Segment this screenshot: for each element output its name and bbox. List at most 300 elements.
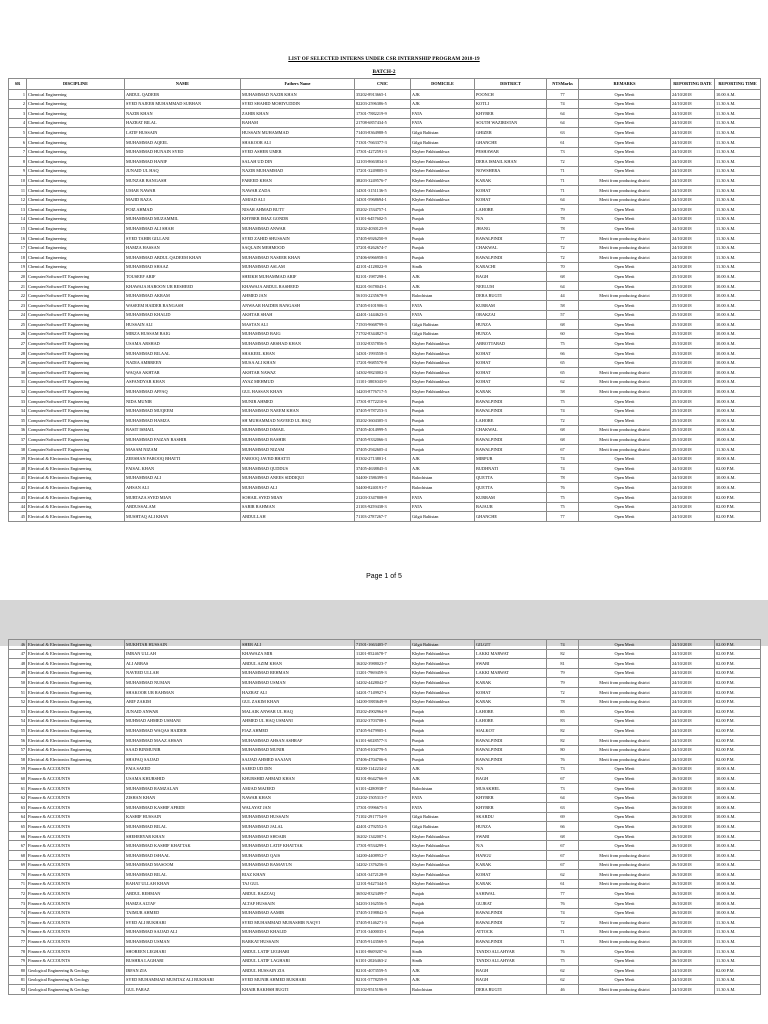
table-cell: 10.00 A.M. bbox=[715, 851, 761, 861]
table-row bbox=[9, 406, 761, 416]
table-cell: 75 bbox=[547, 502, 579, 512]
table-cell: 21708-6857434-5 bbox=[355, 118, 411, 128]
table-cell: 81302-2713801-1 bbox=[355, 454, 411, 464]
table-cell: 10.00 A.M. bbox=[715, 764, 761, 774]
table-cell: N/A bbox=[475, 214, 547, 224]
table-cell: HANGU bbox=[475, 851, 547, 861]
table-cell: 77 bbox=[547, 512, 579, 522]
table-cell: ALI ABBAS bbox=[125, 659, 241, 669]
table-cell: MUHAMMAD MAAZ AHSAN bbox=[125, 735, 241, 745]
table-cell: Balochistan bbox=[411, 473, 475, 483]
table-cell: MALAIK ANWAR UL HAQ bbox=[241, 707, 355, 717]
table-cell: 34 bbox=[9, 406, 27, 416]
table-cell: MUHAMMAD RAMZALAN bbox=[125, 783, 241, 793]
table-cell: 11.30 A.M. bbox=[715, 166, 761, 176]
table-cell: 21203-3347808-9 bbox=[355, 492, 411, 502]
table-cell: Khyber Pakhtunkhwa bbox=[411, 368, 475, 378]
table-cell: Computer/Software/IT Engineering bbox=[27, 301, 125, 311]
table-row bbox=[9, 435, 761, 445]
table-cell: Punjab bbox=[411, 214, 475, 224]
table-cell: MUHAMMAD HUSSAIN bbox=[241, 812, 355, 822]
table-cell: Open Merit bbox=[579, 793, 671, 803]
table-cell: NAVEED ULLAH bbox=[125, 668, 241, 678]
table-cell: 82101-5778259-9 bbox=[355, 975, 411, 985]
table-row bbox=[9, 735, 761, 745]
table-cell: Open Merit bbox=[579, 841, 671, 851]
table-cell: 83 bbox=[547, 716, 579, 726]
table-cell: Punjab bbox=[411, 745, 475, 755]
table-cell: 12103-8663834-3 bbox=[355, 157, 411, 167]
table-cell: MUHAMMAD BAIG bbox=[241, 329, 355, 339]
table-cell: 78 bbox=[547, 214, 579, 224]
table-cell: 24/10/2018 bbox=[671, 157, 715, 167]
table-cell: HAZRAT ALI bbox=[241, 687, 355, 697]
table-cell: 28 bbox=[9, 349, 27, 359]
table-cell: Khyber Pakhtunkhwa bbox=[411, 339, 475, 349]
table-cell: Khyber Pakhtunkhwa bbox=[411, 377, 475, 387]
table-row bbox=[9, 329, 761, 339]
table-cell: Merit from producing district bbox=[579, 185, 671, 195]
table-cell: 42401-2792552-5 bbox=[355, 822, 411, 832]
table-row bbox=[9, 483, 761, 493]
table-cell: 64 bbox=[547, 118, 579, 128]
table-cell: WALAYAT JAN bbox=[241, 803, 355, 813]
table-row bbox=[9, 397, 761, 407]
table-cell: 10.00 A.M. bbox=[715, 329, 761, 339]
table-cell: 37405-3198842-5 bbox=[355, 908, 411, 918]
table-cell: Chemical Engineering bbox=[27, 109, 125, 119]
table-cell: Gilgit Baltistan bbox=[411, 329, 475, 339]
table-cell: 82201-5678043-1 bbox=[355, 281, 411, 291]
table-cell: 10.00 A.M. bbox=[715, 339, 761, 349]
table-cell: 74 bbox=[547, 640, 579, 650]
table-cell: NISAR AHMAD BUTT bbox=[241, 205, 355, 215]
table-row bbox=[9, 841, 761, 851]
table-cell: 72 bbox=[547, 918, 579, 928]
table-cell: 11.30 A.M. bbox=[715, 128, 761, 138]
table-cell: 63 bbox=[547, 803, 579, 813]
table-cell: BAHAM bbox=[241, 118, 355, 128]
table-cell: SAHIWAL bbox=[475, 889, 547, 899]
table-row bbox=[9, 368, 761, 378]
table-row bbox=[9, 899, 761, 909]
table-cell: 12 bbox=[9, 195, 27, 205]
table-cell: Finance & ACCOUNTS bbox=[27, 803, 125, 813]
table-cell: 11.30 A.M. bbox=[715, 137, 761, 147]
table-cell: AMJAD ALI bbox=[241, 195, 355, 205]
table-cell: FAROOQ JAVED BHATTI bbox=[241, 454, 355, 464]
table-cell: 67 bbox=[547, 860, 579, 870]
column-header: REMARKS bbox=[579, 79, 671, 90]
table-cell: MUHAMMAD ABDUL QADEEM KHAN bbox=[125, 253, 241, 263]
table-cell: AJK bbox=[411, 966, 475, 976]
table-cell: MUHAMMAD REHMAN bbox=[241, 668, 355, 678]
table-cell: 02.00 P.M. bbox=[715, 716, 761, 726]
table-cell: 02.00 P.M. bbox=[715, 687, 761, 697]
table-cell: Open Merit bbox=[579, 90, 671, 100]
table-cell: MUHAMMAD BILAL bbox=[125, 822, 241, 832]
table-cell: 75 bbox=[547, 956, 579, 966]
table-cell: 65 bbox=[547, 358, 579, 368]
table-cell: 66 bbox=[547, 822, 579, 832]
table-cell: Finance & ACCOUNTS bbox=[27, 841, 125, 851]
table-cell: MUSAKHEL bbox=[475, 783, 547, 793]
table-cell: ABDUL QADEER bbox=[125, 90, 241, 100]
table-cell: KARAK bbox=[475, 697, 547, 707]
table-cell: 02.00 P.M. bbox=[715, 745, 761, 755]
table-cell: 76 bbox=[9, 927, 27, 937]
table-cell: 02.00 P.M. bbox=[715, 668, 761, 678]
table-cell: AJK bbox=[411, 975, 475, 985]
table-cell: N/A bbox=[475, 841, 547, 851]
table-cell: 21202-1505313-7 bbox=[355, 793, 411, 803]
table-row bbox=[9, 358, 761, 368]
table-cell: MUHAMMAD ALI SHAH bbox=[125, 224, 241, 234]
table-cell: AJK bbox=[411, 454, 475, 464]
table-cell: 11.30 A.M. bbox=[715, 185, 761, 195]
table-cell: 37405-9787253-3 bbox=[355, 406, 411, 416]
table-cell: 14201-7149927-1 bbox=[355, 687, 411, 697]
table-cell: MUHAMMAD BILAL bbox=[125, 870, 241, 880]
table-cell: MUHAMMAD KHALID bbox=[125, 310, 241, 320]
table-cell: MUHAMMAD NAZIR KHAN bbox=[241, 90, 355, 100]
table-cell: 35202-4902964-9 bbox=[355, 707, 411, 717]
table-cell: 10.00 A.M. bbox=[715, 812, 761, 822]
table-cell: Merit from producing district bbox=[579, 697, 671, 707]
table-cell: SAAD BINMUNIR bbox=[125, 745, 241, 755]
table-cell: 24/10/2018 bbox=[671, 262, 715, 272]
table-cell: 14202-4428042-7 bbox=[355, 678, 411, 688]
table-cell: Open Merit bbox=[579, 397, 671, 407]
column-header: DOMICILE bbox=[411, 79, 475, 90]
table-cell: Khyber Pakhtunkhwa bbox=[411, 349, 475, 359]
table-cell: SYED NAJEEB MUHAMMAD SUBHAN bbox=[125, 99, 241, 109]
table-cell: 82101-8642766-9 bbox=[355, 774, 411, 784]
table-cell: 10.00 A.M. bbox=[715, 301, 761, 311]
table-cell: 27 bbox=[9, 339, 27, 349]
table-cell: CHAKWAL bbox=[475, 425, 547, 435]
table-cell: Finance & ACCOUNTS bbox=[27, 937, 125, 947]
table-cell: SHAKOOR ALI bbox=[241, 137, 355, 147]
column-header: NAME bbox=[125, 79, 241, 90]
table-cell: SWABI bbox=[475, 659, 547, 669]
table-cell: SHOREEN LEGHARI bbox=[125, 947, 241, 957]
table-cell: 14202-1376256-3 bbox=[355, 860, 411, 870]
table-cell: 11.30 A.M. bbox=[715, 99, 761, 109]
table-cell: Finance & ACCOUNTS bbox=[27, 870, 125, 880]
table-cell: 02.00 P.M. bbox=[715, 726, 761, 736]
table-cell: 74 bbox=[9, 908, 27, 918]
table-row bbox=[9, 214, 761, 224]
table-cell: Merit from producing district bbox=[579, 425, 671, 435]
table-cell: 67 bbox=[547, 774, 579, 784]
table-cell: AJK bbox=[411, 90, 475, 100]
table-cell: 73 bbox=[9, 899, 27, 909]
table-cell: Electrical & Electronics Engineering bbox=[27, 640, 125, 650]
table-cell: Merit from producing district bbox=[579, 243, 671, 253]
table-cell: 74 bbox=[547, 99, 579, 109]
table-cell: MUHAMMAD MUZAMMIL bbox=[125, 214, 241, 224]
table-cell: HUSSAIN MUHAMMAD bbox=[241, 128, 355, 138]
table-row bbox=[9, 157, 761, 167]
table-cell: Computer/Software/IT Engineering bbox=[27, 416, 125, 426]
table-cell: MASAM NIZAM bbox=[125, 444, 241, 454]
table-cell: RIAZ KHAN bbox=[241, 870, 355, 880]
table-cell: FOIZ AHMAD bbox=[125, 205, 241, 215]
table-cell: Merit from producing district bbox=[579, 851, 671, 861]
table-cell: Finance & ACCOUNTS bbox=[27, 851, 125, 861]
table-cell: 46 bbox=[547, 985, 579, 995]
table-cell: Electrical & Electronics Engineering bbox=[27, 755, 125, 765]
table-cell: Open Merit bbox=[579, 831, 671, 841]
table-cell: Electrical & Electronics Engineering bbox=[27, 678, 125, 688]
table-cell: 10.00 A.M. bbox=[715, 483, 761, 493]
table-cell: 73 bbox=[547, 147, 579, 157]
table-cell: Open Merit bbox=[579, 358, 671, 368]
table-cell: Finance & ACCOUNTS bbox=[27, 860, 125, 870]
table-cell: BAGH bbox=[475, 966, 547, 976]
table-cell: 10.00 A.M. bbox=[715, 783, 761, 793]
table-cell: 02.00 P.M. bbox=[715, 735, 761, 745]
table-cell: 61101-8609207-6 bbox=[355, 947, 411, 957]
table-cell: MUNZAR BANGASH bbox=[125, 176, 241, 186]
table-cell: Sindh bbox=[411, 956, 475, 966]
table-cell: 70 bbox=[547, 262, 579, 272]
table-cell: LAKKI MARWAT bbox=[475, 668, 547, 678]
table-cell: SYED MUHAMMAD MUBASHIR NAQVI bbox=[241, 918, 355, 928]
table-cell: 17301-9534299-1 bbox=[355, 841, 411, 851]
table-cell: 37405-6926250-9 bbox=[355, 233, 411, 243]
table-cell: 71503-9668799-3 bbox=[355, 320, 411, 330]
table-cell: LAHORE bbox=[475, 205, 547, 215]
table-cell: RAWALPINDI bbox=[475, 397, 547, 407]
table-cell: Chemical Engineering bbox=[27, 90, 125, 100]
table-cell: ATTOCK bbox=[475, 927, 547, 937]
table-cell: Khyber Pakhtunkhwa bbox=[411, 851, 475, 861]
table-cell: 02.00 P.M. bbox=[715, 697, 761, 707]
table-cell: Open Merit bbox=[579, 889, 671, 899]
table-cell: AHMED JAN bbox=[241, 291, 355, 301]
table-row bbox=[9, 697, 761, 707]
table-cell: 25/10/2018 bbox=[671, 291, 715, 301]
table-cell: 24/10/2018 bbox=[671, 214, 715, 224]
table-cell: NADIA AMBREEN bbox=[125, 358, 241, 368]
table-cell: Merit from producing district bbox=[579, 860, 671, 870]
table-cell: 15 bbox=[9, 224, 27, 234]
table-cell: RAWALPINDI bbox=[475, 755, 547, 765]
table-cell: SHEHERYAR KHAN bbox=[125, 831, 241, 841]
table-cell: Computer/Software/IT Engineering bbox=[27, 272, 125, 282]
table-cell: MUHAMMAD RAMAYUN bbox=[241, 860, 355, 870]
table-cell: Chemical Engineering bbox=[27, 233, 125, 243]
table-row bbox=[9, 320, 761, 330]
table-cell: Chemical Engineering bbox=[27, 99, 125, 109]
table-cell: 79 bbox=[9, 956, 27, 966]
table-cell: 82203-2596386-5 bbox=[355, 99, 411, 109]
table-cell: 79 bbox=[547, 678, 579, 688]
table-cell: AKHTAR NAWAZ bbox=[241, 368, 355, 378]
table-row bbox=[9, 793, 761, 803]
table-cell: 75 bbox=[9, 918, 27, 928]
table-cell: AYAZ MEHMUD bbox=[241, 377, 355, 387]
table-cell: Punjab bbox=[411, 755, 475, 765]
table-cell: 24/10/2018 bbox=[671, 253, 715, 263]
table-cell: RAWALPINDI bbox=[475, 745, 547, 755]
table-cell: Open Merit bbox=[579, 281, 671, 291]
table-cell: RAWALPINDI bbox=[475, 735, 547, 745]
column-header: CNIC bbox=[355, 79, 411, 90]
table-cell: 24/10/2018 bbox=[671, 707, 715, 717]
table-cell: ABDUL LATIF LAGHARI bbox=[241, 956, 355, 966]
table-cell: 10.00 A.M. bbox=[715, 272, 761, 282]
table-cell: SHAKOOR UR RAHMAN bbox=[125, 687, 241, 697]
table-cell: 11.30 A.M. bbox=[715, 985, 761, 995]
table-cell: 42101-4128022-9 bbox=[355, 262, 411, 272]
table-cell: FIAZ AHMED bbox=[241, 726, 355, 736]
table-cell: Open Merit bbox=[579, 320, 671, 330]
table-cell: ORAKZAI bbox=[475, 310, 547, 320]
table-cell: 37406-4704706-6 bbox=[355, 755, 411, 765]
table-cell: 25/10/2018 bbox=[671, 301, 715, 311]
table-cell: Computer/Software/IT Engineering bbox=[27, 349, 125, 359]
table-cell: 49 bbox=[9, 668, 27, 678]
table-cell: Electrical & Electronics Engineering bbox=[27, 745, 125, 755]
table-cell: Chemical Engineering bbox=[27, 176, 125, 186]
table-cell: Electrical & Electronics Engineering bbox=[27, 492, 125, 502]
table-cell: 26/10/2018 bbox=[671, 937, 715, 947]
table-cell: 52 bbox=[9, 697, 27, 707]
table-cell: Open Merit bbox=[579, 640, 671, 650]
table-cell: 35 bbox=[9, 416, 27, 426]
table-row bbox=[9, 937, 761, 947]
table-cell: 80 bbox=[9, 966, 27, 976]
table-cell: 37 bbox=[9, 435, 27, 445]
table-cell: Finance & ACCOUNTS bbox=[27, 879, 125, 889]
table-cell: Gilgit Baltistan bbox=[411, 128, 475, 138]
table-cell: CHAKWAL bbox=[475, 243, 547, 253]
table-cell: MUHAMMAD NIZAM bbox=[241, 444, 355, 454]
table-cell: 17301-7882219-9 bbox=[355, 109, 411, 119]
table-cell: Open Merit bbox=[579, 716, 671, 726]
table-cell: Merit from producing district bbox=[579, 927, 671, 937]
table-cell: 10.00 A.M. bbox=[715, 406, 761, 416]
table-cell: KOHAT bbox=[475, 687, 547, 697]
table-cell: ZAHIR KHAN bbox=[241, 109, 355, 119]
table-cell: 68 bbox=[547, 831, 579, 841]
table-cell: 79 bbox=[547, 668, 579, 678]
table-cell: Computer/Software/IT Engineering bbox=[27, 387, 125, 397]
table-cell: Finance & ACCOUNTS bbox=[27, 783, 125, 793]
table-cell: 02.00 P.M. bbox=[715, 640, 761, 650]
table-cell: 24/10/2018 bbox=[671, 176, 715, 186]
table-row bbox=[9, 764, 761, 774]
table-row bbox=[9, 281, 761, 291]
table-cell: Punjab bbox=[411, 444, 475, 454]
table-cell: 24/10/2018 bbox=[671, 512, 715, 522]
table-cell: Electrical & Electronics Engineering bbox=[27, 726, 125, 736]
table-cell: 82 bbox=[547, 649, 579, 659]
table-cell: Electrical & Electronics Engineering bbox=[27, 512, 125, 522]
table-row bbox=[9, 377, 761, 387]
table-cell: 10.00 A.M. bbox=[715, 281, 761, 291]
table-cell: DERA BUGTI bbox=[475, 291, 547, 301]
table-cell: MUHAMMAD AQEEL bbox=[125, 137, 241, 147]
table-cell: NOWSHERA bbox=[475, 166, 547, 176]
table-cell: SYED MUNIR AHMED BUKHARI bbox=[241, 975, 355, 985]
table-cell: AMJAD MAJEED bbox=[241, 783, 355, 793]
table-cell: 16202-3988023-7 bbox=[355, 659, 411, 669]
table-cell: 24/10/2018 bbox=[671, 966, 715, 976]
table-cell: TANDO ALLAHYAR bbox=[475, 947, 547, 957]
table-cell: ANWAAR HAIDER BANGASH bbox=[241, 301, 355, 311]
table-cell: 51 bbox=[9, 687, 27, 697]
table-cell: 68 bbox=[9, 851, 27, 861]
table-cell: IRFAN ZIA bbox=[125, 966, 241, 976]
table-cell: 55102-9515196-9 bbox=[355, 985, 411, 995]
table-cell: QUETTA bbox=[475, 473, 547, 483]
table-cell: Geological Engineering & Geology bbox=[27, 975, 125, 985]
table-row bbox=[9, 889, 761, 899]
table-cell: 26/10/2018 bbox=[671, 870, 715, 880]
table-cell: Gilgit Baltistan bbox=[411, 640, 475, 650]
table-cell: 25/10/2018 bbox=[671, 320, 715, 330]
table-cell: Finance & ACCOUNTS bbox=[27, 774, 125, 784]
table-row bbox=[9, 224, 761, 234]
table-cell: FATA bbox=[411, 310, 475, 320]
table-cell: 82200-1142234-2 bbox=[355, 764, 411, 774]
table-cell: 61101-4280938-7 bbox=[355, 783, 411, 793]
table-cell: 13102-8357856-5 bbox=[355, 339, 411, 349]
table-cell: Electrical & Electronics Engineering bbox=[27, 687, 125, 697]
table-cell: 37406-6966958-3 bbox=[355, 253, 411, 263]
table-cell: 02.00 P.M. bbox=[715, 464, 761, 474]
table-cell: Computer/Software/IT Engineering bbox=[27, 358, 125, 368]
table-cell: 19 bbox=[9, 262, 27, 272]
table-row bbox=[9, 205, 761, 215]
table-cell: KOHAT bbox=[475, 185, 547, 195]
table-cell: 24/10/2018 bbox=[671, 659, 715, 669]
table-cell: Electrical & Electronics Engineering bbox=[27, 716, 125, 726]
table-cell: 74 bbox=[547, 454, 579, 464]
table-cell: 24/10/2018 bbox=[671, 128, 715, 138]
table-cell: Electrical & Electronics Engineering bbox=[27, 464, 125, 474]
table-cell: 10.00 A.M. bbox=[715, 416, 761, 426]
table-row bbox=[9, 137, 761, 147]
table-cell: KHURSHID AHMAD KHAN bbox=[241, 774, 355, 784]
table-cell: 26/10/2018 bbox=[671, 851, 715, 861]
table-cell: Finance & ACCOUNTS bbox=[27, 764, 125, 774]
table-cell: 14200-4408952-7 bbox=[355, 851, 411, 861]
table-cell: 24/10/2018 bbox=[671, 99, 715, 109]
table-cell: MUHMAD AHMED USMANI bbox=[125, 716, 241, 726]
table-cell: SALAH UD DIN bbox=[241, 157, 355, 167]
table-cell: 11.30 A.M. bbox=[715, 444, 761, 454]
table-cell: Khyber Pakhtunkhwa bbox=[411, 860, 475, 870]
table-cell: 10.00 A.M. bbox=[715, 425, 761, 435]
table-cell: 67 bbox=[547, 851, 579, 861]
table-cell: KOHAT bbox=[475, 195, 547, 205]
table-cell: 4 bbox=[9, 118, 27, 128]
table-cell: 10.00 A.M. bbox=[715, 454, 761, 464]
table-cell: 14301-1993558-3 bbox=[355, 349, 411, 359]
table-cell: SHAKEEL KHAN bbox=[241, 349, 355, 359]
table-cell: 25/10/2018 bbox=[671, 387, 715, 397]
table-cell: 67 bbox=[547, 841, 579, 851]
table-cell: 37405-0104779-5 bbox=[355, 745, 411, 755]
table-cell: 64 bbox=[547, 195, 579, 205]
table-cell: Computer/Software/IT Engineering bbox=[27, 425, 125, 435]
table-cell: Open Merit bbox=[579, 205, 671, 215]
